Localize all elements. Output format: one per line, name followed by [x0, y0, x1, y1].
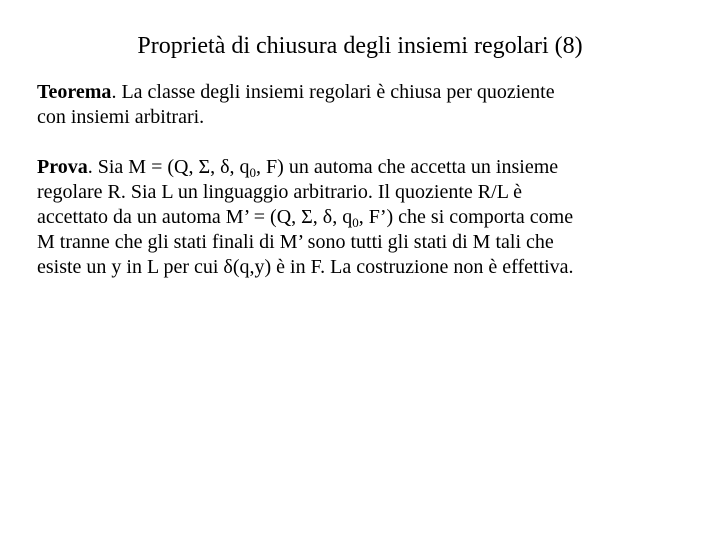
proof-label: Prova	[37, 156, 88, 178]
theorem-text-1: . La classe degli insiemi regolari è chiusa per quoziente	[111, 81, 555, 103]
proof-text-1a: . Sia M = (Q, Σ, δ, q	[87, 156, 250, 178]
theorem-line-1	[37, 80, 692, 105]
proof-text-3b: , F’) che si comporta come	[358, 206, 574, 228]
proof-line-1	[37, 155, 692, 180]
proof-text-3a: accettato da un automa M’ = (Q, Σ, δ, q	[37, 206, 353, 228]
theorem-paragraph	[37, 80, 692, 130]
subscript-zero: 0	[249, 165, 257, 180]
proof-line-3	[37, 205, 692, 230]
subscript-zero: 0	[352, 215, 359, 230]
slide-title: Proprietà di chiusura degli insiemi regolari (8)	[137, 33, 583, 59]
proof-line-2: regolare R. Sia L un linguaggio arbitrario. Il quoziente R/L è	[37, 181, 523, 203]
proof-text-1b: , F) un automa che accetta un insieme	[256, 156, 559, 178]
slide-body	[37, 80, 692, 280]
proof-paragraph	[37, 155, 692, 280]
theorem-line-2: con insiemi arbitrari.	[37, 106, 205, 128]
theorem-label: Teorema	[37, 81, 112, 103]
proof-line-4: M tranne che gli stati finali di M’ sono tutti gli stati di M tali che	[37, 231, 554, 253]
proof-line-5: esiste un y in L per cui δ(q,y) è in F. La costruzione non è effettiva.	[37, 256, 574, 278]
